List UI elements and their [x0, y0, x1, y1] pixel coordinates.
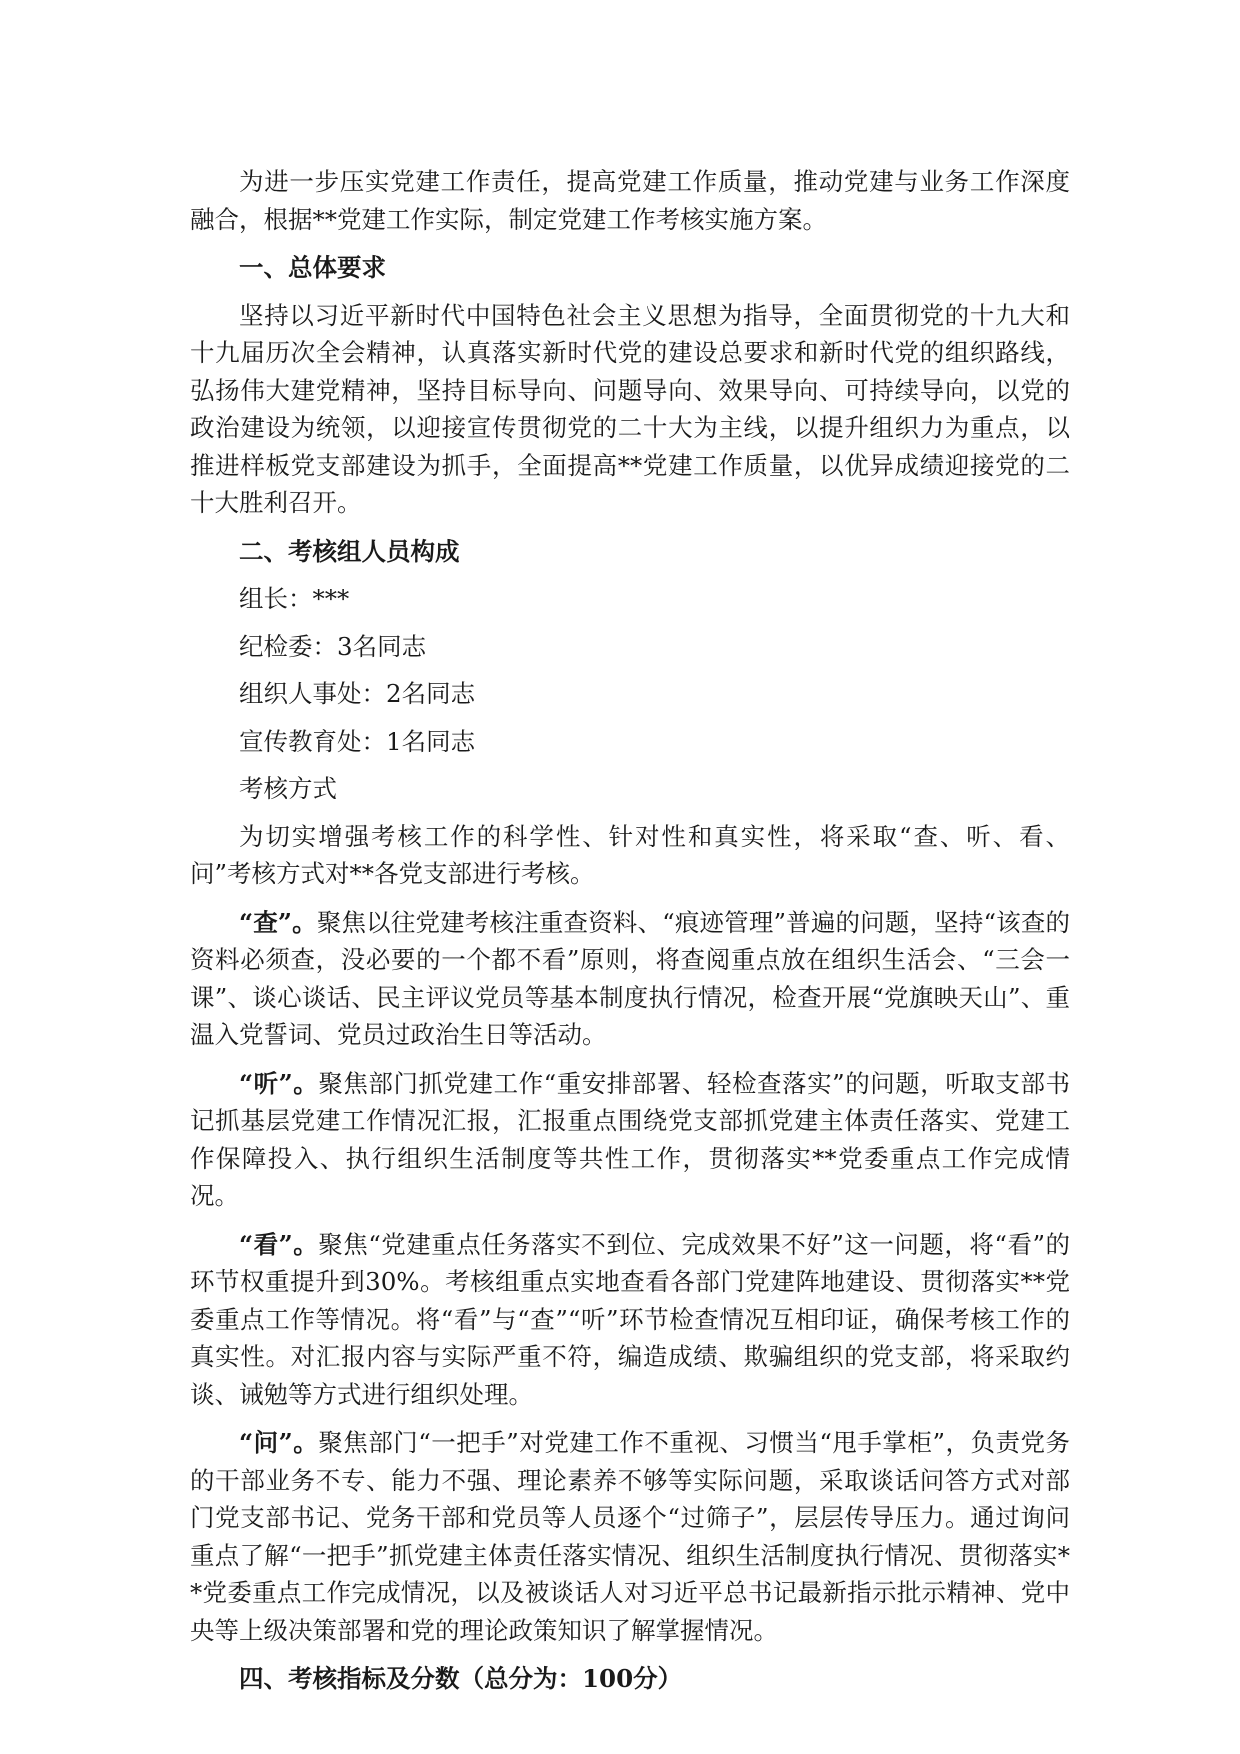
method-listen-keyword: “听”。	[239, 1068, 319, 1098]
method-check-keyword: “查”。	[239, 907, 317, 937]
method-look-text: 聚焦“党建重点任务落实不到位、完成效果不好”这一问题，将“看”的环节权重提升到30%。考核组重点实地查看各部门党建阵地建设、贯彻落实**党委重点工作等情况。将“看”与“查”“听”环节检查情况互相印证，确保考核工作的真实性。对汇报内容与实际严重不符，编造成绩、欺骗组织的党支部，将采取约谈、诫勉等方式进行组织处理。	[190, 1229, 1070, 1409]
section-heading-overall-requirements: 一、总体要求	[239, 253, 386, 282]
section-heading-indicators: 四、考核指标及分数（总分为：100分）	[239, 1664, 683, 1693]
team-member-publicity: 宣传教育处：1名同志	[239, 726, 476, 756]
section-heading-team-composition: 二、考核组人员构成	[239, 536, 460, 566]
team-member-organization: 组织人事处：2名同志	[239, 679, 476, 708]
method-ask-keyword: “问”。	[239, 1428, 319, 1457]
team-member-discipline: 纪检委：3名同志	[239, 631, 427, 661]
assessment-method-paragraph: 为切实增强考核工作的科学性、针对性和真实性，将采取“查、听、看、问”考核方式对**各党支部进行考核。	[190, 821, 1070, 888]
document-page	[190, 163, 1070, 1698]
team-member-leader: 组长：***	[239, 584, 350, 613]
intro-paragraph: 为进一步压实党建工作责任，提高党建工作质量，推动党建与业务工作深度融合，根据**党建工作实际，制定党建工作考核实施方案。	[190, 167, 1070, 234]
method-ask-paragraph	[190, 1424, 1070, 1649]
method-look-keyword: “看”。	[239, 1229, 319, 1259]
overall-requirements-paragraph: 坚持以习近平新时代中国特色社会主义思想为指导，全面贯彻党的十九大和十九届历次全会精神，认真落实新时代党的建设总要求和新时代党的组织路线，弘扬伟大建党精神，坚持目标导向、问题导向、效果导向、可持续导向，以党的政治建设为统领，以迎接宣传贯彻党的二十大为主线，以提升组织力为重点，以推进样板党支部建设为抓手，全面提高**党建工作质量，以优异成绩迎接党的二十大胜利召开。	[190, 300, 1070, 517]
method-listen-text: 聚焦部门抓党建工作“重安排部署、轻检查落实”的问题，听取支部书记抓基层党建工作情况汇报，汇报重点围绕党支部抓党建主体责任落实、党建工作保障投入、执行组织生活制度等共性工作，贯彻落实**党委重点工作完成情况。	[190, 1068, 1070, 1210]
section-heading-assessment-method: 考核方式	[239, 774, 337, 803]
method-check-paragraph	[190, 904, 1070, 1054]
method-listen-paragraph	[190, 1065, 1070, 1215]
method-ask-text: 聚焦部门“一把手”对党建工作不重视、习惯当“甩手掌柜”，负责党务的干部业务不专、能力不强、理论素养不够等实际问题，采取谈话问答方式对部门党支部书记、党务干部和党员等人员逐个“过筛子”，层层传导压力。通过询问重点了解“一把手”抓党建主体责任落实情况、组织生活制度执行情况、贯彻落实**党委重点工作完成情况，以及被谈话人对习近平总书记最新指示批示精神、党中央等上级决策部署和党的理论政策知识了解掌握情况。	[190, 1428, 1070, 1645]
method-look-paragraph	[190, 1226, 1070, 1414]
method-check-text: 聚焦以往党建考核注重查资料、“痕迹管理”普遍的问题，坚持“该查的资料必须查，没必要的一个都不看”原则，将查阅重点放在组织生活会、“三会一课”、谈心谈话、民主评议党员等基本制度执行情况，检查开展“党旗映天山”、重温入党誓词、党员过政治生日等活动。	[190, 907, 1070, 1049]
